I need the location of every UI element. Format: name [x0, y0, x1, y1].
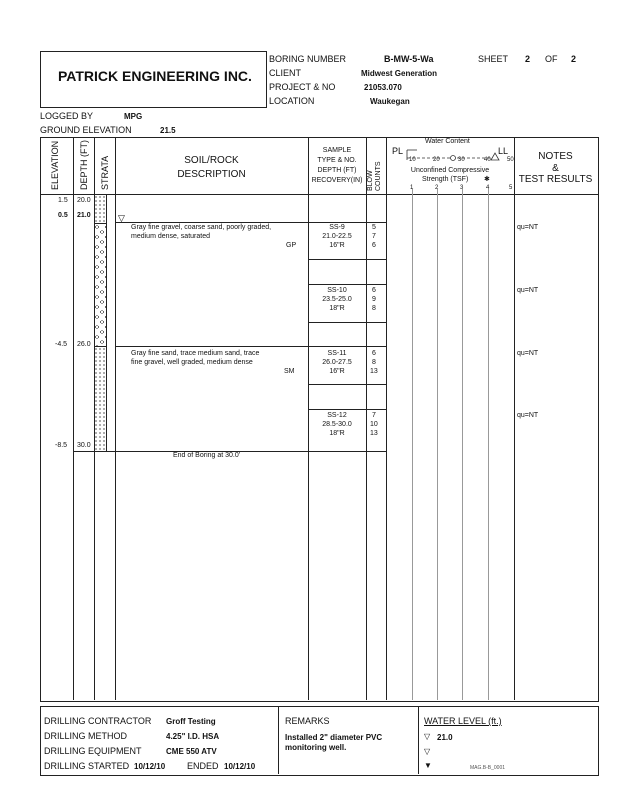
ucs-label-1: Unconfined Compressive — [410, 167, 490, 174]
end-of-boring: End of Boring at 30.0' — [173, 452, 241, 459]
footer-divider — [418, 706, 419, 774]
location-label: LOCATION — [269, 96, 315, 106]
elevation-header: ELEVATION — [50, 140, 60, 190]
sample-recovery: 18"R — [329, 430, 345, 437]
logged-by-value: MPG — [124, 112, 143, 121]
elevation-value: 1.5 — [58, 197, 68, 204]
strata-boundary — [94, 223, 106, 224]
layer-description: medium dense, saturated — [131, 233, 210, 240]
elevation-value: -4.5 — [55, 341, 68, 348]
water-level-icon: ▽ — [424, 747, 431, 756]
blow-count: 9 — [372, 296, 376, 303]
wc-tick: 10 — [409, 157, 416, 163]
strata-gravel — [94, 224, 106, 346]
sample-depth: 23.5-25.0 — [322, 296, 352, 303]
blow-header: BLOW — [367, 170, 374, 191]
sample-depth: 26.0-27.5 — [322, 359, 352, 366]
water-level-icon: ▽ — [424, 732, 431, 741]
notes-header-3: TEST RESULTS — [518, 174, 593, 185]
layer-description: fine gravel, well graded, medium dense — [131, 359, 253, 366]
depth-header: DEPTH (FT) — [79, 140, 89, 190]
layer-line — [115, 346, 386, 347]
project-label: PROJECT & NO — [269, 82, 336, 92]
sample-id: SS-12 — [327, 412, 347, 419]
grid-line — [488, 189, 489, 700]
grid-line — [412, 189, 413, 700]
company-name: PATRICK ENGINEERING INC. — [58, 68, 252, 84]
layer-description: Gray fine gravel, coarse sand, poorly graded, — [131, 224, 272, 231]
boring-number: B-MW-5-Wa — [384, 54, 434, 64]
blow-count: 8 — [372, 359, 376, 366]
water-content-label: Water Content — [425, 138, 470, 145]
layer-line — [73, 451, 115, 452]
notes-header-2: & — [552, 163, 559, 174]
ucs-tick: 5 — [509, 185, 513, 191]
layer-description: Gray fine sand, trace medium sand, trace — [131, 350, 260, 357]
strata-header: STRATA — [100, 155, 110, 190]
layer-code: GP — [286, 242, 297, 249]
wc-tick: 20 — [433, 157, 440, 163]
wc-tick: 40 — [484, 157, 491, 163]
contractor-label: DRILLING CONTRACTOR — [44, 716, 152, 726]
elevation-value: -8.5 — [55, 442, 68, 449]
strata-fill-top — [94, 195, 106, 223]
sample-line — [308, 284, 386, 285]
sample-id: SS-10 — [327, 287, 347, 294]
water-level-icon: ▼ — [424, 761, 432, 770]
sample-recovery: 18"R — [329, 305, 345, 312]
ended-value: 10/12/10 — [224, 762, 256, 771]
ended-label: ENDED — [187, 761, 219, 771]
col-line — [73, 137, 74, 700]
logged-by-label: LOGGED BY — [40, 111, 94, 121]
sample-id: SS-9 — [329, 224, 345, 231]
wc-tick: 30 — [458, 157, 465, 163]
layer-code: SM — [284, 368, 295, 375]
elevation-value: 0.5 — [58, 212, 68, 219]
equipment-label: DRILLING EQUIPMENT — [44, 746, 142, 756]
description-header-1: SOIL/ROCK — [184, 155, 239, 166]
sample-recovery: 16"R — [329, 242, 345, 249]
project-number: 21053.070 — [364, 83, 402, 92]
wc-tick: 50 — [507, 157, 514, 163]
strata-boundary — [94, 346, 106, 347]
counts-header: COUNTS — [375, 161, 382, 191]
boring-number-label: BORING NUMBER — [269, 54, 347, 64]
sample-line — [308, 322, 386, 323]
sample-note: qu=NT — [517, 412, 539, 419]
depth-value: 30.0 — [77, 442, 91, 449]
blow-count: 10 — [370, 421, 378, 428]
notes-header-1: NOTES — [538, 151, 573, 162]
col-line — [514, 137, 515, 700]
sheet-total: 2 — [571, 54, 577, 64]
sample-line — [308, 259, 386, 260]
method-value: 4.25" I.D. HSA — [166, 732, 220, 741]
sample-header-2: TYPE & NO. — [317, 157, 357, 164]
remarks-label: REMARKS — [285, 716, 330, 726]
footer-divider — [278, 706, 279, 774]
sample-note: qu=NT — [517, 287, 539, 294]
water-level-value: 21.0 — [437, 733, 453, 742]
ucs-tick: 3 — [460, 185, 464, 191]
ground-elevation-label: GROUND ELEVATION — [40, 125, 132, 135]
water-level-label: WATER LEVEL (ft.) — [424, 716, 502, 726]
strata-sand — [94, 347, 106, 451]
depth-value: 26.0 — [77, 341, 91, 348]
ucs-star-icon: ✱ — [484, 176, 490, 183]
blow-count: 13 — [370, 430, 378, 437]
blow-count: 6 — [372, 350, 376, 357]
sheet-of-label: OF — [545, 54, 558, 64]
blow-count: 6 — [372, 287, 376, 294]
ucs-tick: 1 — [410, 185, 414, 191]
blow-count: 13 — [370, 368, 378, 375]
client-value: Midwest Generation — [361, 69, 438, 78]
grid-line — [437, 189, 438, 700]
layer-line — [115, 451, 386, 452]
remarks-line: monitoring well. — [285, 743, 347, 752]
sample-line — [308, 384, 386, 385]
sample-header-4: RECOVERY(IN) — [311, 177, 363, 184]
footer-code: MAG.B-B_0001 — [470, 765, 506, 771]
description-header-2: DESCRIPTION — [177, 169, 246, 180]
col-line — [106, 195, 107, 451]
water-table-icon: ▽ — [118, 213, 125, 223]
location-value: Waukegan — [370, 97, 410, 106]
client-label: CLIENT — [269, 68, 302, 78]
sample-depth: 21.0-22.5 — [322, 233, 352, 240]
depth-value: 20.0 — [77, 197, 91, 204]
ll-label: LL — [498, 146, 509, 156]
started-value: 10/12/10 — [134, 762, 166, 771]
sample-note: qu=NT — [517, 224, 539, 231]
method-label: DRILLING METHOD — [44, 731, 128, 741]
grid-line — [462, 189, 463, 700]
blow-count: 6 — [372, 242, 376, 249]
equipment-value: CME 550 ATV — [166, 747, 217, 756]
sample-depth: 28.5-30.0 — [322, 421, 352, 428]
remarks-line: Installed 2" diameter PVC — [285, 733, 383, 742]
sheet-number: 2 — [525, 54, 531, 64]
started-label: DRILLING STARTED — [44, 761, 130, 771]
depth-value: 21.0 — [77, 212, 91, 219]
sample-line — [308, 409, 386, 410]
blow-count: 5 — [372, 224, 376, 231]
pl-label: PL — [392, 146, 404, 156]
ucs-tick: 4 — [486, 185, 490, 191]
sheet-label: SHEET — [478, 54, 509, 64]
ground-elevation-value: 21.5 — [160, 126, 176, 135]
sample-id: SS-11 — [327, 350, 347, 357]
blow-count: 8 — [372, 305, 376, 312]
ucs-label-2: Strength (TSF) — [422, 176, 469, 183]
sample-header-3: DEPTH (FT) — [317, 167, 357, 174]
sample-recovery: 16"R — [329, 368, 345, 375]
layer-line — [115, 222, 386, 223]
col-line — [386, 137, 387, 700]
ucs-tick: 2 — [435, 185, 439, 191]
blow-count: 7 — [372, 233, 376, 240]
sample-header-1: SAMPLE — [322, 147, 352, 154]
contractor-value: Groff Testing — [166, 717, 216, 726]
blow-count: 7 — [372, 412, 376, 419]
sample-note: qu=NT — [517, 350, 539, 357]
